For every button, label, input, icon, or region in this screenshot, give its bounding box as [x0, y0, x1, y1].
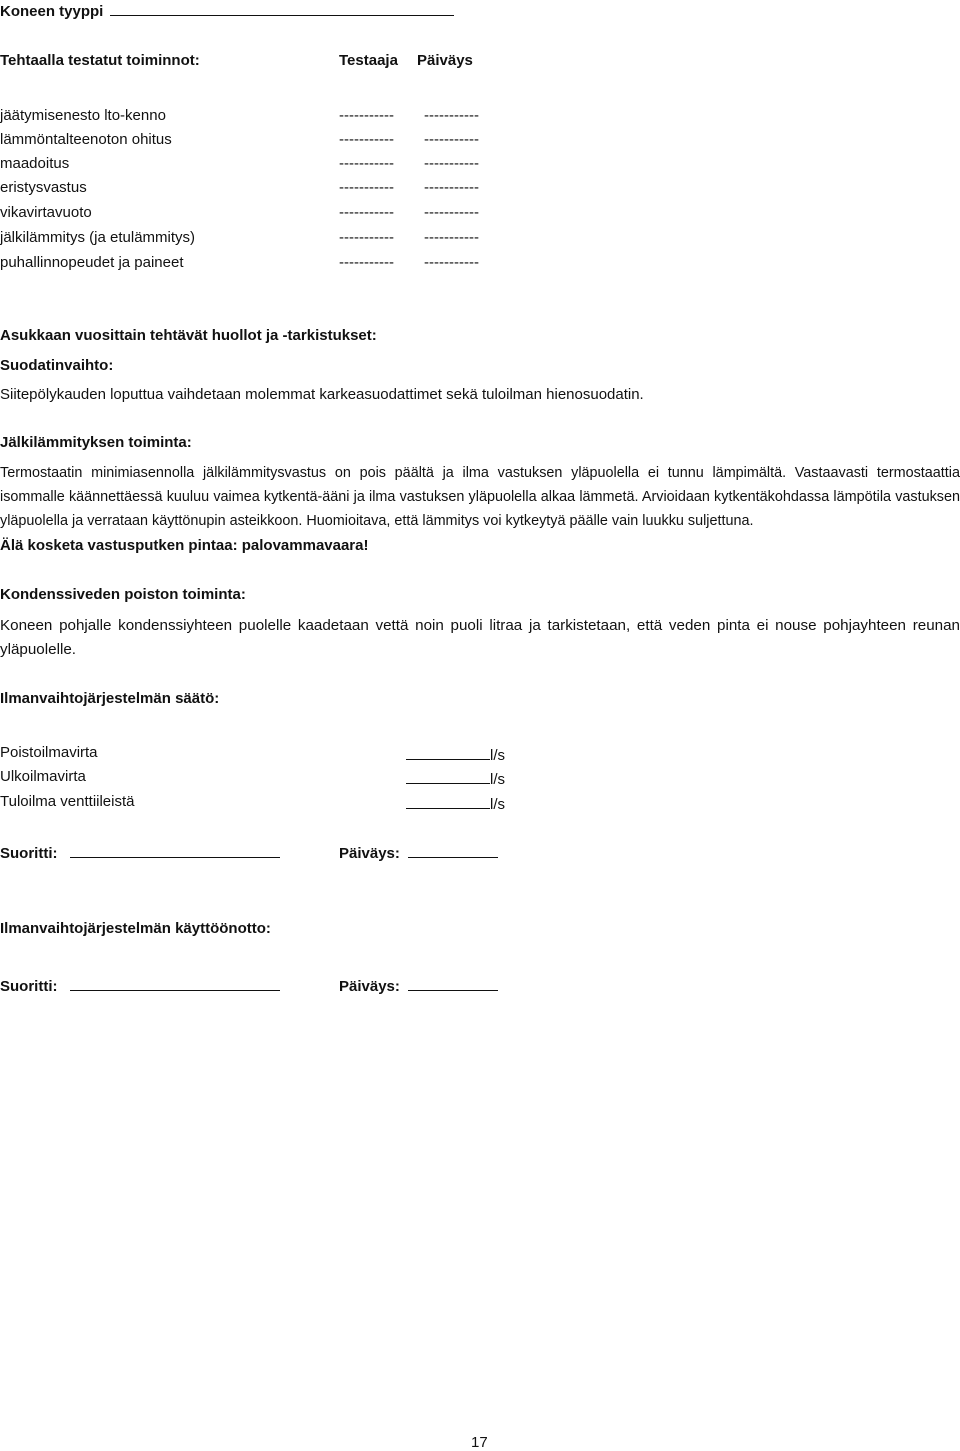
flow-value-field[interactable] [406, 793, 490, 809]
reheat-warning: Älä kosketa vastusputken pintaa: palovammavaara! [0, 537, 369, 554]
test-row-tester: ----------- [339, 131, 394, 148]
test-row [0, 107, 166, 124]
test-row-tester: ----------- [339, 107, 394, 124]
test-row-date: ----------- [424, 229, 479, 246]
test-row-label: puhallinnopeudet ja paineet [0, 254, 184, 271]
test-row [0, 254, 184, 271]
machine-type-field[interactable] [110, 0, 454, 16]
performed-by-label: Suoritti: [0, 845, 58, 862]
flow-value-field[interactable] [406, 744, 490, 760]
condensate-heading: Kondenssiveden poiston toiminta: [0, 586, 246, 603]
commissioning-heading: Ilmanvaihtojärjestelmän käyttöönotto: [0, 920, 271, 937]
test-row [0, 155, 69, 172]
test-row-tester: ----------- [339, 155, 394, 172]
test-row-label: vikavirtavuoto [0, 204, 92, 221]
filter-heading: Suodatinvaihto: [0, 357, 114, 374]
test-row-tester: ----------- [339, 254, 394, 271]
column-header-tester: Testaaja [339, 52, 398, 69]
flow-row [406, 793, 505, 813]
flow-row [406, 744, 505, 764]
maintenance-heading: Asukkaan vuosittain tehtävät huollot ja -tarkistukset: [0, 327, 377, 344]
performed-by-label: Suoritti: [0, 978, 58, 995]
date-row [339, 842, 498, 862]
test-row-label: lämmöntalteenoton ohitus [0, 131, 172, 148]
performed-by-row [0, 842, 280, 862]
factory-tests-heading: Tehtaalla testatut toiminnot: [0, 52, 200, 69]
test-row-label: jäätymisenesto lto-kenno [0, 107, 166, 124]
filter-text: Siitepölykauden loputtua vaihdetaan molemmat karkeasuodattimet sekä tuloilman hienosuodatin. [0, 386, 644, 403]
page-number: 17 [471, 1434, 488, 1451]
test-row-tester: ----------- [339, 204, 394, 221]
test-row [0, 131, 172, 148]
test-row-date: ----------- [424, 131, 479, 148]
test-row-date: ----------- [424, 107, 479, 124]
ventilation-adjustment-heading: Ilmanvaihtojärjestelmän säätö: [0, 690, 220, 707]
flow-value-field[interactable] [406, 768, 490, 784]
test-row-date: ----------- [424, 254, 479, 271]
condensate-text: Koneen pohjalle kondenssiyhteen puolelle kaadetaan vettä noin puoli litraa ja tarkistetaan, että veden pinta ei nouse pohjayhteen reunan yläpuolelle. [0, 617, 960, 658]
reheat-heading: Jälkilämmityksen toiminta: [0, 434, 192, 451]
date-row [339, 975, 498, 995]
performed-by-field[interactable] [70, 842, 280, 858]
performed-by-field[interactable] [70, 975, 280, 991]
test-row-label: eristysvastus [0, 179, 87, 196]
flow-unit: l/s [490, 747, 505, 764]
test-row [0, 229, 195, 246]
test-row-date: ----------- [424, 179, 479, 196]
flow-row-label: Ulkoilmavirta [0, 768, 86, 785]
date-field[interactable] [408, 975, 498, 991]
flow-unit: l/s [490, 796, 505, 813]
test-row-label: jälkilämmitys (ja etulämmitys) [0, 229, 196, 246]
test-row-label: maadoitus [0, 155, 70, 172]
flow-row-label: Poistoilmavirta [0, 744, 98, 761]
date-label: Päiväys: [339, 978, 400, 995]
flow-unit: l/s [490, 771, 505, 788]
flow-row [406, 768, 505, 788]
date-field[interactable] [408, 842, 498, 858]
test-row-date: ----------- [424, 155, 479, 172]
machine-type-label: Koneen tyyppi [0, 3, 104, 20]
machine-type-row [0, 0, 454, 20]
flow-row-label: Tuloilma venttiileistä [0, 793, 135, 810]
column-header-date: Päiväys [417, 52, 473, 69]
performed-by-row [0, 975, 280, 995]
reheat-text: Termostaatin minimiasennolla jälkilämmitysvastus on pois päältä ja ilma vastuksen yläpuolella ei tunnu lämpimältä. Vastaavasti termostaattia isommalle käännettäessä kuuluu vaimea kytkentä-ääni ja ilma vastuksen yläpuolella alkaa lämmetä. Arvioidaan kytkentäkohdassa lämpötila vastuksen yläpuolella ja verrataan käyttönupin asteikkoon. Huomioitava, että lämmitys voi kytkeytyä päälle vain luukku suljettuna. [0, 465, 960, 529]
test-row [0, 179, 87, 196]
date-label: Päiväys: [339, 845, 400, 862]
test-row-tester: ----------- [339, 179, 394, 196]
test-row [0, 204, 92, 221]
test-row-tester: ----------- [339, 229, 394, 246]
test-row-date: ----------- [424, 204, 479, 221]
